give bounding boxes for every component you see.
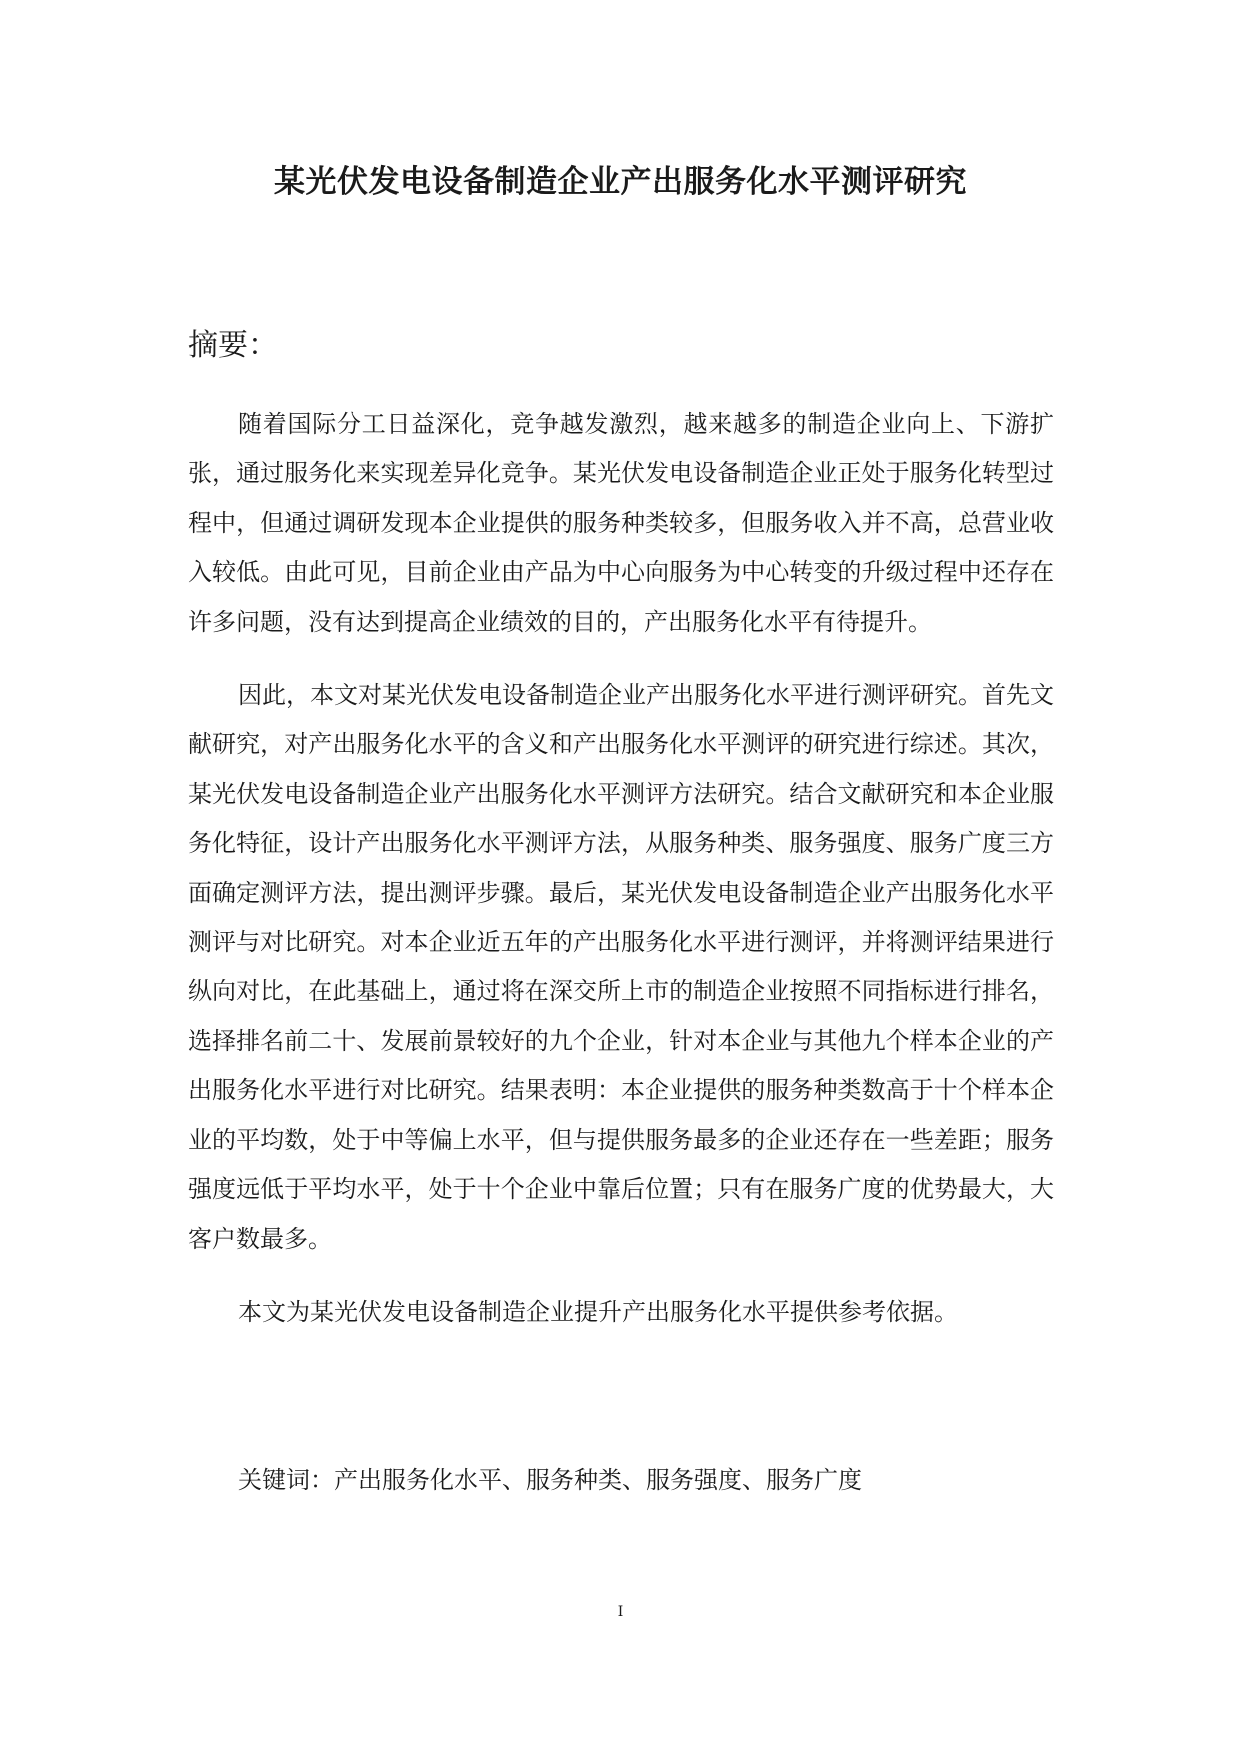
abstract-paragraph: 本文为某光伏发电设备制造企业提升产出服务化水平提供参考依据。 <box>238 1297 958 1326</box>
keywords-text: 产出服务化水平、服务种类、服务强度、服务广度 <box>334 1466 862 1494</box>
keywords-label: 关键词： <box>238 1466 334 1494</box>
abstract-body <box>188 400 1054 1361</box>
page-number: I <box>617 1604 624 1620</box>
paper-title: 某光伏发电设备制造企业产出服务化水平测评研究 <box>274 164 967 200</box>
abstract-paragraph: 因此，本文对某光伏发电设备制造企业产出服务化水平进行测评研究。首先文献研究，对产出服务化水平的含义和产出服务化水平测评的研究进行综述。其次，某光伏发电设备制造企业产出服务化水平测评方法研究。结合文献研究和本企业服务化特征，设计产出服务化水平测评方法，从服务种类、服务强度、服务广度三方面确定测评方法，提出测评步骤。最后，某光伏发电设备制造企业产出服务化水平测评与对比研究。对本企业近五年的产出服务化水平进行测评，并将测评结果进行纵向对比，在此基础上，通过将在深交所上市的制造企业按照不同指标进行排名，选择排名前二十、发展前景较好的九个企业，针对本企业与其他九个样本企业的产出服务化水平进行对比研究。结果表明：本企业提供的服务种类数高于十个样本企业的平均数，处于中等偏上水平，但与提供服务最多的企业还存在一些差距；服务强度远低于平均水平，处于十个企业中靠后位置；只有在服务广度的优势最大，大客户数最多。 <box>188 681 1054 1253</box>
abstract-paragraph: 随着国际分工日益深化，竞争越发激烈，越来越多的制造企业向上、下游扩张，通过服务化来实现差异化竞争。某光伏发电设备制造企业正处于服务化转型过程中，但通过调研发现本企业提供的服务种类较多，但服务收入并不高，总营业收入较低。由此可见，目前企业由产品为中心向服务为中心转变的升级过程中还存在许多问题，没有达到提高企业绩效的目的，产出服务化水平有待提升。 <box>188 410 1054 636</box>
keywords-line <box>238 1462 862 1498</box>
abstract-heading: 摘要： <box>188 328 278 363</box>
